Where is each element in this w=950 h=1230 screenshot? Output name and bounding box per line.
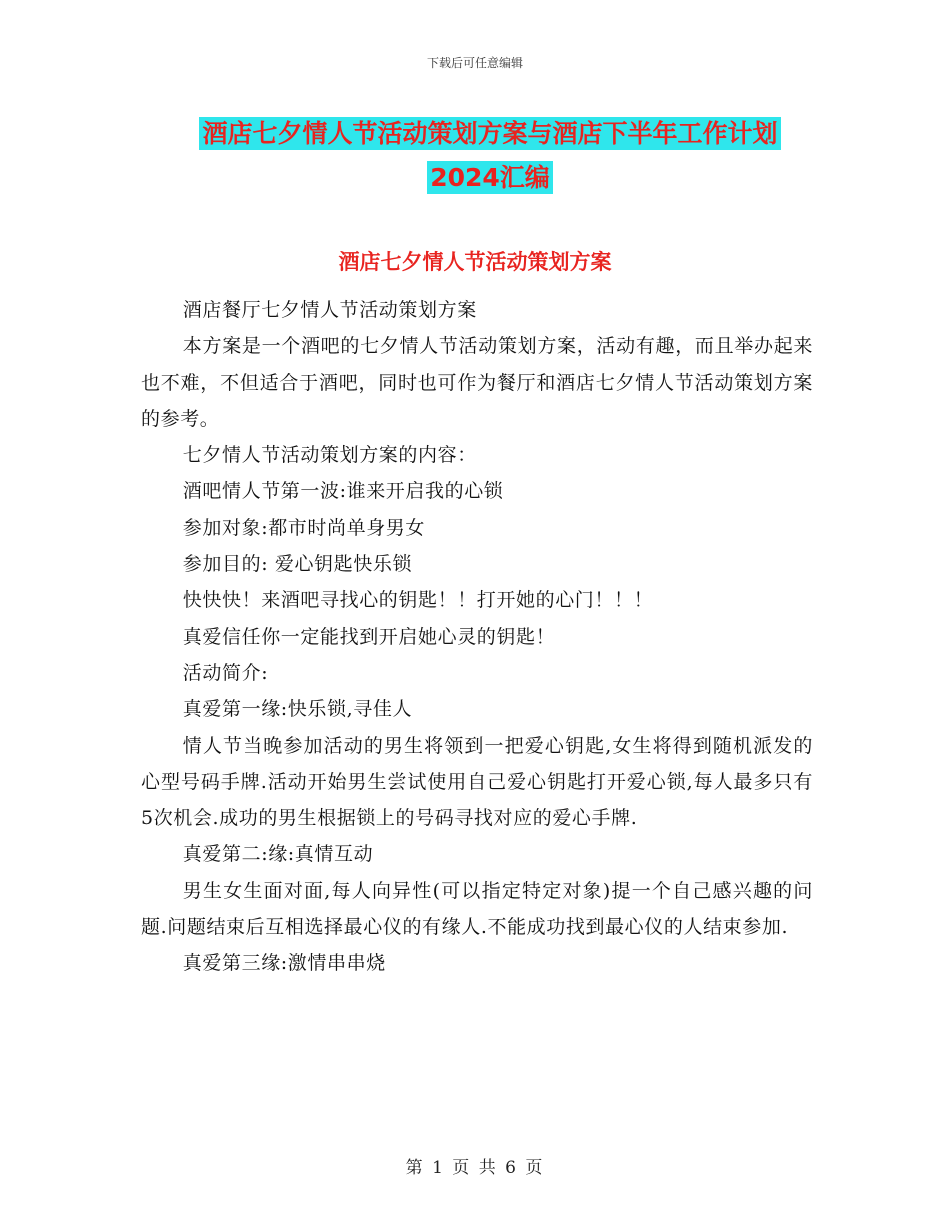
paragraph: 真爱信任你一定能找到开启她心灵的钥匙！ bbox=[182, 625, 556, 648]
paragraph: 真爱第一缘:快乐锁,寻佳人 bbox=[182, 698, 413, 721]
paragraph: 真爱第二:缘:真情互动 bbox=[182, 843, 374, 866]
paragraph: 酒吧情人节第一波:谁来开启我的心锁 bbox=[182, 480, 504, 503]
paragraph: 活动简介: bbox=[182, 661, 269, 684]
paragraph: 参加对象:都市时尚单身男女 bbox=[182, 516, 425, 539]
paragraph: 情人节当晚参加活动的男生将领到一把爱心钥匙,女生将得到随机派发的心型号码手牌.活动开始男生尝试使用自己爱心钥匙打开爱心锁,每人最多只有5次机会.成功的男生根据锁上的号码寻找对应的爱心手牌. bbox=[141, 734, 813, 830]
paragraph: 快快快！来酒吧寻找心的钥匙！！打开她的心门！！！ bbox=[182, 589, 654, 612]
paragraph: 本方案是一个酒吧的七夕情人节活动策划方案，活动有趣，而且举办起来也不难，不但适合于酒吧，同时也可作为餐厅和酒店七夕情人节活动策划方案的参考。 bbox=[141, 335, 813, 430]
document-title-line2: 2024汇编 bbox=[427, 161, 553, 194]
body-text bbox=[141, 292, 813, 982]
paragraph: 七夕情人节活动策划方案的内容： bbox=[182, 444, 477, 467]
paragraph: 酒店餐厅七夕情人节活动策划方案 bbox=[182, 299, 477, 321]
document-title-line1: 酒店七夕情人节活动策划方案与酒店下半年工作计划 bbox=[199, 117, 780, 150]
page-number-footer: 第 1 页 共 6 页 bbox=[405, 1158, 545, 1178]
paragraph: 真爱第三缘:激情串串烧 bbox=[182, 952, 386, 975]
paragraph: 男生女生面对面,每人向异性(可以指定特定对象)提一个自己感兴趣的问题.问题结束后互相选择最心仪的有缘人.不能成功找到最心仪的人结束参加. bbox=[141, 879, 813, 939]
document-title bbox=[140, 112, 840, 200]
section-title: 酒店七夕情人节活动策划方案 bbox=[338, 250, 612, 274]
header-note: 下载后可任意编辑 bbox=[426, 56, 523, 70]
paragraph: 参加目的: 爱心钥匙快乐锁 bbox=[182, 553, 413, 576]
